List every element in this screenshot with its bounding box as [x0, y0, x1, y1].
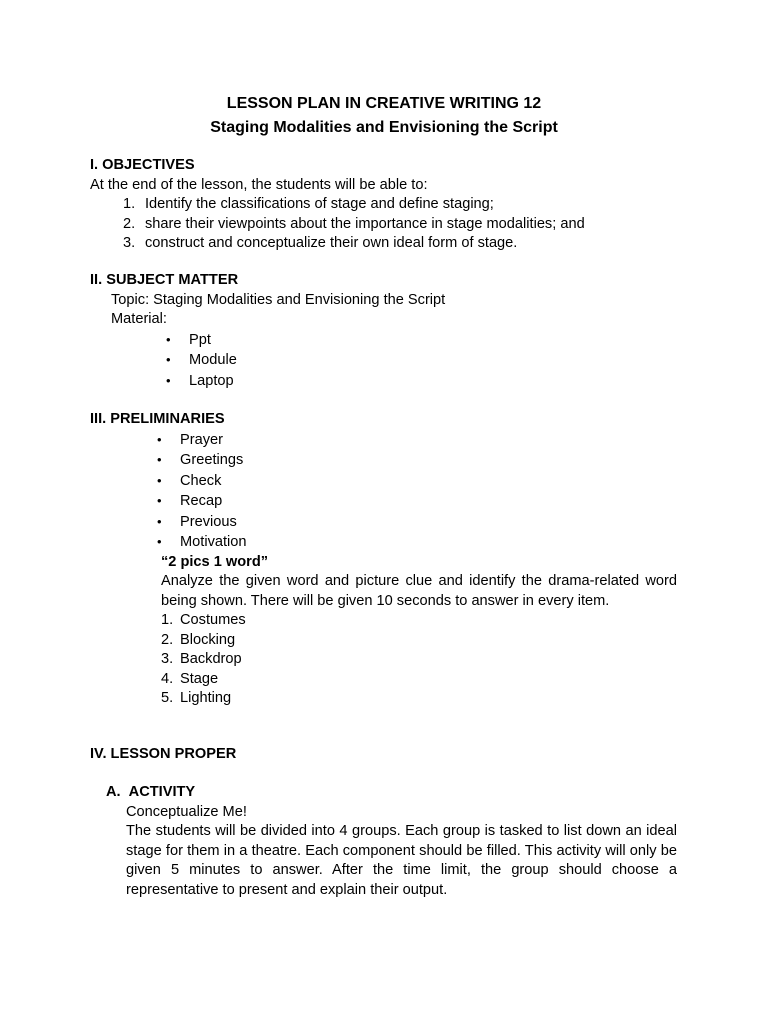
list-item: • Ppt	[166, 331, 211, 348]
list-item: 2. Blocking	[161, 631, 236, 648]
motivation-block	[161, 553, 677, 709]
activity-heading: A. ACTIVITY	[106, 784, 196, 800]
activity-title: Conceptualize Me!	[126, 803, 247, 820]
list-item: • Check	[157, 472, 222, 489]
subject-matter-heading: II. SUBJECT MATTER	[90, 272, 239, 288]
list-item: 3. Backdrop	[161, 651, 242, 667]
subject-matter-section	[90, 271, 690, 391]
preliminaries-heading: III. PRELIMINARIES	[90, 411, 225, 427]
materials-list	[166, 330, 690, 392]
activity-description: The students will be divided into 4 groups. Each group is tasked to list down an ideal stage for them in a theatre. Each component should be filled. This activity will only be given 5 minutes to answer. After the time limit, the group should choose a representative to present and explain their output.	[126, 823, 677, 898]
objectives-section	[90, 156, 690, 254]
activity-body	[126, 803, 677, 901]
list-item: 4. Stage	[161, 670, 219, 687]
topic-line: Topic: Staging Modalities and Envisioning the Script	[111, 291, 446, 308]
list-item: • Module	[166, 352, 237, 368]
list-item: • Recap	[157, 493, 223, 509]
objectives-list	[123, 195, 690, 254]
game-title: “2 pics 1 word”	[161, 553, 269, 570]
objectives-heading: I. OBJECTIVES	[90, 157, 195, 173]
list-item: 5. Lighting	[161, 690, 232, 706]
list-item: • Laptop	[166, 372, 234, 389]
list-item: • Motivation	[157, 534, 247, 550]
material-label: Material:	[111, 311, 167, 327]
document-subtitle: Staging Modalities and Envisioning the Script	[210, 119, 558, 136]
list-item: • Greetings	[157, 452, 244, 468]
list-item: 2. share their viewpoints about the importance in stage modalities; and	[123, 215, 585, 232]
preliminaries-list	[157, 430, 690, 553]
preliminaries-section	[90, 410, 690, 709]
list-item: • Previous	[157, 513, 237, 530]
list-item: • Prayer	[157, 431, 223, 448]
lesson-proper-heading: IV. LESSON PROPER	[90, 746, 237, 762]
activity-section	[90, 783, 690, 900]
document-title: LESSON PLAN IN CREATIVE WRITING 12	[226, 95, 542, 112]
game-description: Analyze the given word and picture clue and identify the drama-related word being shown. There will be given 10 seconds to answer in every item.	[161, 573, 677, 609]
answers-list	[161, 611, 677, 709]
lesson-proper-section	[90, 745, 690, 765]
list-item: 1. Identify the classifications of stage and define staging;	[123, 196, 494, 212]
list-item: 3. construct and conceptualize their own ideal form of stage.	[123, 235, 518, 251]
list-item: 1. Costumes	[161, 612, 246, 628]
objectives-intro: At the end of the lesson, the students will be able to:	[90, 176, 428, 193]
